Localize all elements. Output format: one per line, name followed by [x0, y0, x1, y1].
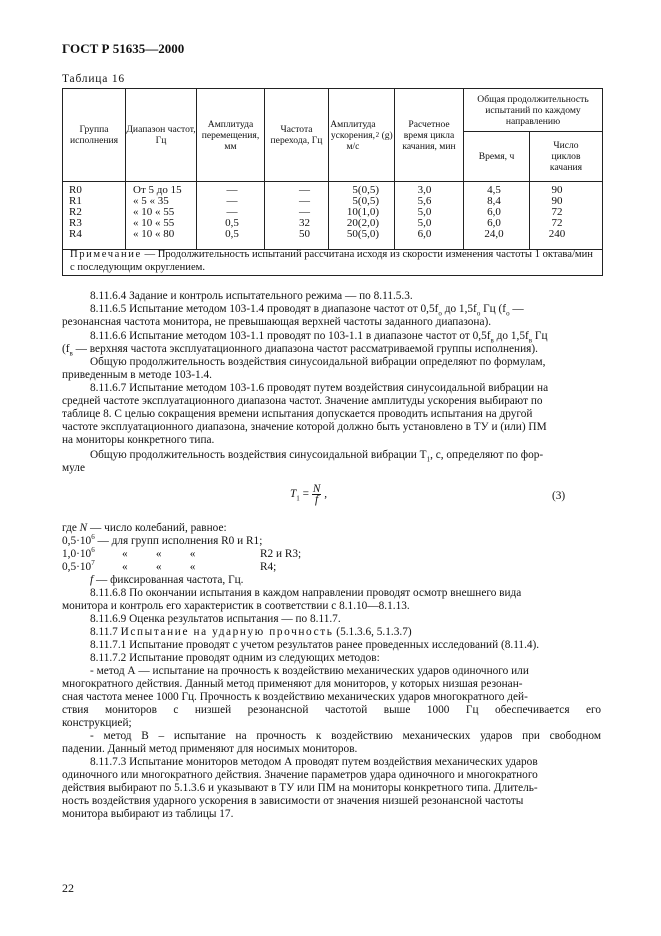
- para-line: - метод В – испытание на прочность к воздействию механических ударов при свободном: [90, 730, 601, 742]
- header-group: Группа исполнения: [69, 124, 119, 146]
- para-line: ствия мониторов с низшей резонансной частотой выше 1000 Гц обеспечивается его: [62, 704, 601, 716]
- value-line: $1,0\cdot 10^6$ « « « R2 и R3;: [62, 546, 302, 560]
- document-header: ГОСТ Р 51635—2000: [62, 41, 185, 56]
- section-8-11-7-title: 8.11.7 Испытание на ударную прочность (5.1.3.6, 5.1.3.7): [90, 626, 412, 638]
- para-8-11-6-5: 8.11.6.5 Испытание методом 103-1.4 проводят в диапазоне частот от $0,5f_о$ до $1,5f_о$ Гц ($f_о$ —: [90, 303, 524, 318]
- header-cycles: Число циклов качания: [549, 140, 583, 173]
- para-line: ность воздействия ударного ускорения в зависимости от значения низшей резонансной частоты: [62, 795, 524, 807]
- header-range: Диапазон частот, Гц: [126, 124, 196, 146]
- para-line: - метод А — испытание на прочность к воздействию механических ударов одиночного или: [90, 665, 529, 677]
- header-time: Время, ч: [478, 151, 515, 162]
- para-8-11-6-6: 8.11.6.6 Испытание методом 103-1.1 проводят по 103-1.1 в диапазоне частот от $0,5f_в$ до $1,5f_в$ Гц: [90, 330, 548, 345]
- para-line: действия выбирают по 5.1.3.6 и указывают в ТУ или ПМ на мониторы конкретного типа. Длитель-: [62, 782, 538, 794]
- para-8-11-6-8: 8.11.6.8 По окончании испытания в каждом направлении проводят осмотр внешнего вида: [90, 587, 522, 599]
- header-cycle-time: Расчетное время цикла качания, мин: [402, 118, 456, 152]
- value-line: $0,5\cdot 10^6$ — для групп исполнения R0 и R1;: [62, 533, 263, 547]
- para-line: таблице 8. С целью сокращения времени испытания допускается проводить испытания на другой: [62, 408, 533, 420]
- para-line: монитора и контроль его характеристик в соответствии с 8.1.10—8.1.13.: [62, 600, 410, 612]
- para-line: Общую продолжительность воздействия синусоидальной вибрации $T_1$, с, определяют по фор-: [90, 449, 544, 464]
- para-line: средней частоте эксплуатационного диапазона частот. Значение амплитуды ускорения выбирают по: [62, 395, 543, 407]
- value-line: f — фиксированная частота, Гц.: [90, 574, 244, 586]
- para-line: монитора выбирают из таблицы 17.: [62, 808, 234, 820]
- where-line: где N — число колебаний, равное:: [62, 522, 227, 534]
- para-line: частоте эксплуатационного диапазона, значение которой должно быть установлено в ТУ и (или) ПМ: [62, 421, 547, 433]
- para-8-11-6-9: 8.11.6.9 Оценка результатов испытания — по 8.11.7.: [90, 613, 341, 625]
- table-caption: Таблица 16: [62, 73, 125, 85]
- para-line: ($f_в$ — верхняя частота эксплуатационного диапазона частот рассматриваемой группы исполнения).: [62, 343, 538, 358]
- para-line: конструкцией;: [62, 717, 132, 729]
- para-8-11-7-2: 8.11.7.2 Испытание проводят одним из следующих методов:: [90, 652, 380, 664]
- note-text: — Продолжительность испытаний рассчитана исходя из скорости изменения частоты 1 октава/мин с последующим округлением.: [70, 249, 593, 273]
- formula-3: $T_1$ = $\frac{N}{f}$ ,: [290, 483, 328, 506]
- note-label: Примечание: [70, 249, 142, 260]
- para-8-11-7-3: 8.11.7.3 Испытание мониторов методом А проводят путем воздействия механических ударов: [90, 756, 538, 768]
- para-line: падении. Данный метод применяют для носимых мониторов.: [62, 743, 358, 755]
- formula-number: (3): [552, 490, 566, 502]
- para-8-11-6-4: 8.11.6.4 Задание и контроль испытательного режима — по 8.11.5.3.: [90, 290, 413, 302]
- header-displacement: Амплитуда перемещения, мм: [201, 118, 260, 152]
- value-line: $0,5\cdot 10^7$ « « « R4;: [62, 559, 277, 573]
- para-8-11-7-1: 8.11.7.1 Испытание проводят с учетом результатов ранее проведенных исследований (8.11.4).: [90, 639, 540, 651]
- header-acceleration: Амплитуда ускорения, м/с 2 (g): [330, 118, 393, 152]
- para-line: одиночного или многократного действия. Значение параметров удара одиночного и многократного: [62, 769, 538, 781]
- table-row: R0 От 5 до 15 — — 5(0,5) 3,0 4,5 90: [69, 184, 563, 196]
- table-row: R1 « 5 « 35 — — 5(0,5) 5,6 8,4 90: [69, 195, 563, 207]
- table-row: R3 « 10 « 55 0,5 32 20(2,0) 5,0 6,0 72: [69, 217, 563, 229]
- page-number: 22: [62, 881, 74, 895]
- para-8-11-6-7: 8.11.6.7 Испытание методом 103-1.6 проводят путем воздействия синусоидальной вибрации на: [90, 382, 549, 394]
- header-total-duration: Общая продолжительность испытаний по каждому направлению: [477, 93, 589, 127]
- para-line: муле: [62, 462, 85, 474]
- para-line: резонансная частота монитора, не превышающая верхней частоты заданного диапазона).: [62, 316, 492, 328]
- para-line: Общую продолжительность воздействия синусоидальной вибрации определяют по формулам,: [90, 356, 546, 368]
- para-line: приведенным в методе 103-1.4.: [62, 369, 212, 381]
- table-note: [70, 249, 596, 274]
- table-row: R4 « 10 « 80 0,5 50 50(5,0) 6,0 24,0 240: [69, 228, 566, 240]
- para-line: сная частота менее 1000 Гц. Прочность к воздействию механических ударов многократного дей-: [62, 691, 528, 703]
- header-transition: Частота перехода, Гц: [270, 124, 323, 146]
- para-line: на мониторы конкретного типа.: [62, 434, 215, 446]
- table-16: [62, 88, 603, 276]
- para-line: многократного действия. Данный метод применяют для мониторов, у которых низшая резонан-: [62, 678, 523, 690]
- table-row: R2 « 10 « 55 — — 10(1,0) 5,0 6,0 72: [69, 206, 563, 218]
